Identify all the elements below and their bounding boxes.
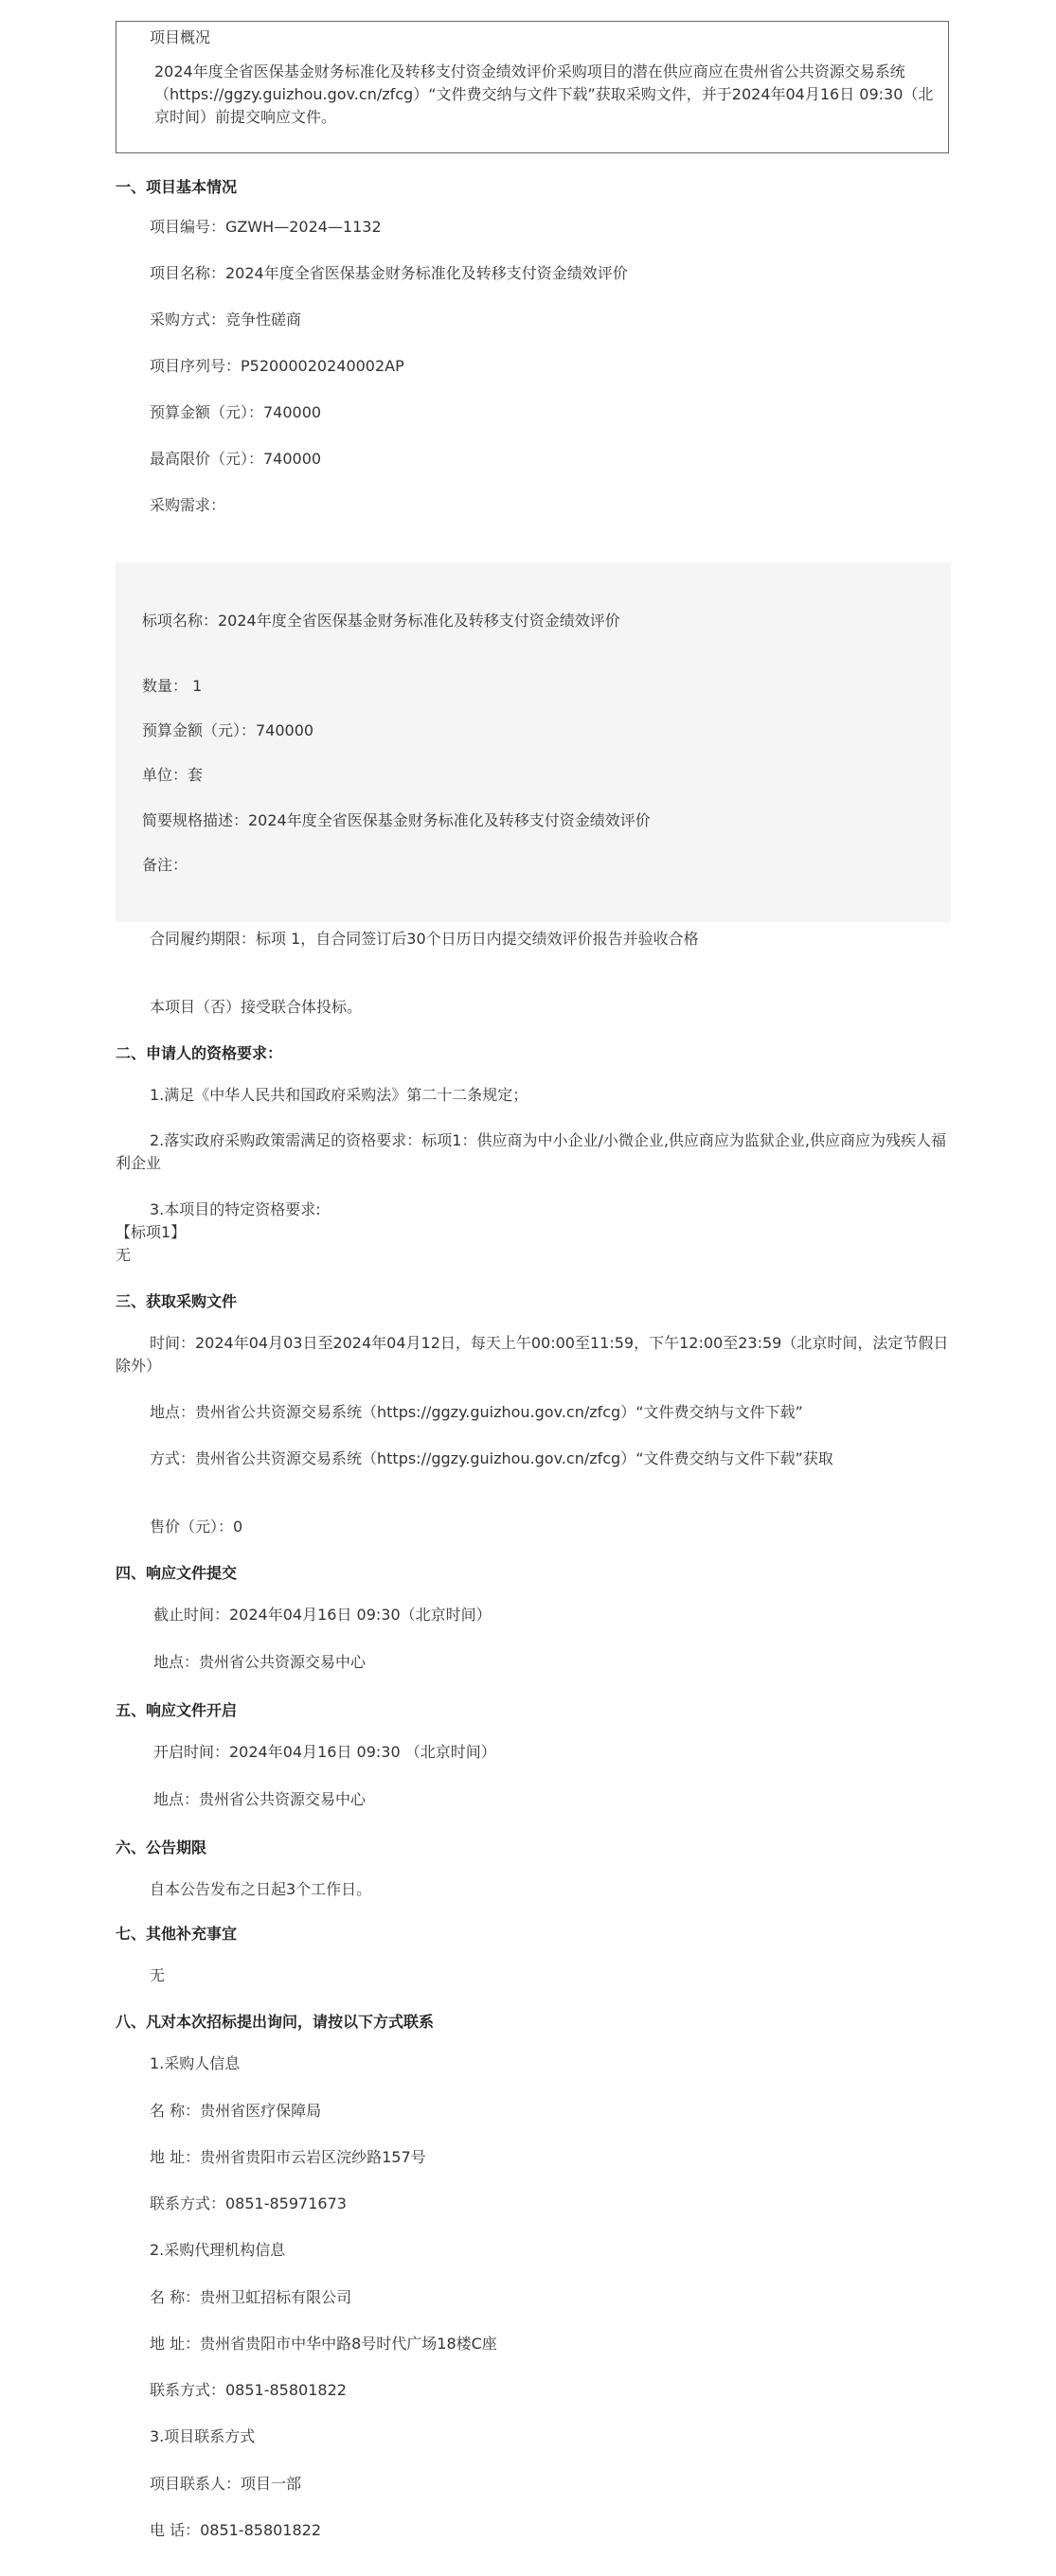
qualification-none: 无 xyxy=(116,1246,132,1264)
section-basic-info-title: 一、项目基本情况 xyxy=(116,178,238,196)
agency-name: 名 称：贵州卫虹招标有限公司 xyxy=(150,2288,352,2306)
lot-name: 标项名称：2024年度全省医保基金财务标准化及转移支付资金绩效评价 xyxy=(142,612,620,630)
max-price: 最高限价（元）：740000 xyxy=(150,450,322,468)
lot-quantity: 数量： 1 xyxy=(142,677,203,695)
procurement-method: 采购方式：竞争性磋商 xyxy=(150,311,302,329)
docs-price: 售价（元）：0 xyxy=(150,1518,243,1536)
qualification-lot-tag: 【标项1】 xyxy=(116,1223,187,1241)
project-number: 项目编号：GZWH—2024—1132 xyxy=(150,218,382,236)
section-qualification-title: 二、申请人的资格要求： xyxy=(116,1044,283,1062)
lot-remark: 备注： xyxy=(142,856,188,874)
overview-heading: 项目概况 xyxy=(150,28,211,46)
qualification-req-3: 3.本项目的特定资格要求: xyxy=(150,1200,321,1218)
lot-spec: 简要规格描述：2024年度全省医保基金财务标准化及转移支付资金绩效评价 xyxy=(142,811,651,829)
section-contact-title: 八、凡对本次招标提出询问，请按以下方式联系 xyxy=(116,2013,435,2031)
section-notice-period-title: 六、公告期限 xyxy=(116,1839,207,1856)
agency-address: 地 址：贵州省贵阳市中华中路8号时代广场18楼C座 xyxy=(150,2335,497,2353)
opening-place: 地点：贵州省公共资源交易中心 xyxy=(153,1790,367,1808)
qualification-req-2: 2.落实政府采购政策需满足的资格要求：标项1：供应商为中小企业/小微企业,供应商应为监狱企业,供应商应为残疾人福利企业 xyxy=(116,1131,947,1172)
lot-budget: 预算金额（元）：740000 xyxy=(142,721,314,739)
agency-heading: 2.采购代理机构信息 xyxy=(150,2241,286,2259)
contact-phone: 电 话：0851-85801822 xyxy=(150,2521,322,2539)
section-submission-title: 四、响应文件提交 xyxy=(116,1564,238,1582)
section-get-docs-title: 三、获取采购文件 xyxy=(116,1292,238,1310)
submission-deadline: 截止时间：2024年04月16日 09:30（北京时间） xyxy=(153,1606,492,1624)
section-other-title: 七、其他补充事宜 xyxy=(116,1925,238,1943)
section-opening-title: 五、响应文件开启 xyxy=(116,1701,238,1719)
notice-period-text: 自本公告发布之日起3个工作日。 xyxy=(150,1880,372,1898)
purchaser-address: 地 址：贵州省贵阳市云岩区浣纱路157号 xyxy=(150,2148,426,2166)
project-name: 项目名称：2024年度全省医保基金财务标准化及转移支付资金绩效评价 xyxy=(150,264,628,282)
docs-place: 地点：贵州省公共资源交易系统（https://ggzy.guizhou.gov.cn/zfcg）“文件费交纳与文件下载” xyxy=(150,1403,803,1421)
lot-unit: 单位：套 xyxy=(142,766,204,784)
contract-period: 合同履约期限：标项 1，自合同签订后30个日历日内提交绩效评价报告并验收合格 xyxy=(150,930,699,948)
docs-way: 方式：贵州省公共资源交易系统（https://ggzy.guizhou.gov.cn/zfcg）“文件费交纳与文件下载”获取 xyxy=(150,1449,833,1467)
other-text: 无 xyxy=(150,1966,166,1984)
contact-person: 项目联系人：项目一部 xyxy=(150,2475,302,2493)
qualification-req-1: 1.满足《中华人民共和国政府采购法》第二十二条规定； xyxy=(150,1086,528,1104)
purchaser-heading: 1.采购人信息 xyxy=(150,2054,241,2072)
procurement-demand-label: 采购需求： xyxy=(150,496,226,514)
opening-time: 开启时间：2024年04月16日 09:30 （北京时间） xyxy=(153,1743,496,1761)
consortium-note: 本项目（否）接受联合体投标。 xyxy=(150,998,363,1016)
project-serial: 项目序列号：P52000020240002AP xyxy=(150,357,404,375)
purchaser-name: 名 称：贵州省医疗保障局 xyxy=(150,2102,322,2120)
budget-amount: 预算金额（元）：740000 xyxy=(150,403,322,421)
overview-text: 2024年度全省医保基金财务标准化及转移支付资金绩效评价采购项目的潜在供应商应在贵州省公共资源交易系统（https://ggzy.guizhou.gov.cn/zfcg）“文件费交纳与文件下载”获取采购文件，并于2024年04月16日 09:30（北京时间）前提交响应文件。 xyxy=(154,62,934,126)
purchaser-phone: 联系方式：0851-85971673 xyxy=(150,2194,347,2212)
submission-place: 地点：贵州省公共资源交易中心 xyxy=(153,1653,367,1671)
docs-time: 时间：2024年04月03日至2024年04月12日，每天上午00:00至11:59，下午12:00至23:59（北京时间，法定节假日除外） xyxy=(116,1334,949,1375)
contact-heading: 3.项目联系方式 xyxy=(150,2427,256,2445)
agency-phone: 联系方式：0851-85801822 xyxy=(150,2381,347,2399)
